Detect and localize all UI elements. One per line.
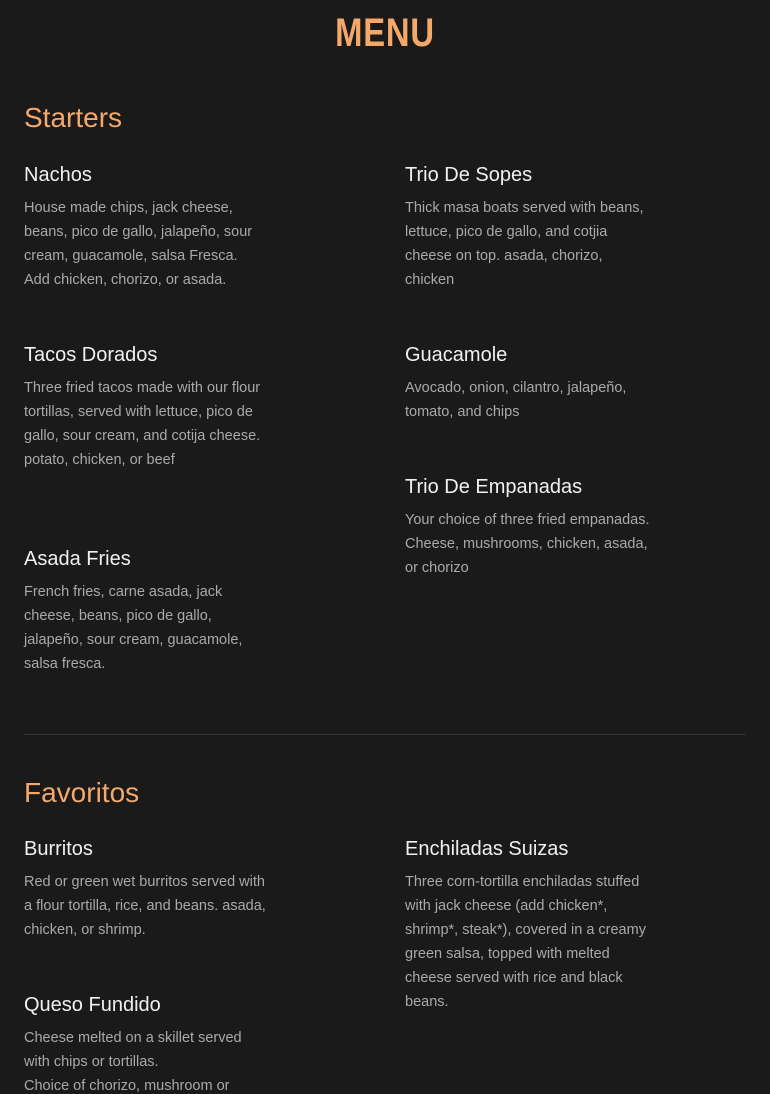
item-name: Trio De Empanadas xyxy=(405,476,583,498)
menu-item-queso-fundido xyxy=(24,992,270,1094)
item-name: Enchiladas Suizas xyxy=(405,838,569,860)
menu-item-trio-de-sopes xyxy=(405,162,651,292)
item-name: Asada Fries xyxy=(24,548,131,570)
item-name: Nachos xyxy=(24,164,92,186)
item-name: Guacamole xyxy=(405,344,508,366)
item-description: Cheese melted on a skillet served with chips or tortillas. Choice of chorizo, mushroom or xyxy=(24,1030,242,1094)
item-description: Avocado, onion, cilantro, jalapeño, tomato, and chips xyxy=(405,380,627,420)
item-description: Your choice of three fried empanadas. Cheese, mushrooms, chicken, asada, or chorizo xyxy=(405,512,650,576)
item-description: Three fried tacos made with our flour tortillas, served with lettuce, pico de gallo, sour cream, and cotija cheese. potato, chicken, or beef xyxy=(24,380,261,468)
item-description: Red or green wet burritos served with a flour tortilla, rice, and beans. asada, chicken, or shrimp. xyxy=(24,874,266,938)
item-name: Burritos xyxy=(24,838,93,860)
item-description: House made chips, jack cheese, beans, pico de gallo, jalapeño, sour cream, guacamole, salsa Fresca. Add chicken, chorizo, or asada. xyxy=(24,200,253,288)
menu-item-tacos-dorados xyxy=(24,342,270,472)
menu-item-asada-fries xyxy=(24,546,270,676)
menu-item-trio-de-empanadas xyxy=(405,474,651,580)
section-title-starters: Starters xyxy=(24,102,123,133)
section-title-favoritos: Favoritos xyxy=(24,777,140,808)
menu-item-enchiladas-suizas xyxy=(405,836,651,1014)
item-description: Thick masa boats served with beans, lettuce, pico de gallo, and cotjia cheese on top. asada, chorizo, chicken xyxy=(405,200,644,288)
item-description: Three corn-tortilla enchiladas stuffed with jack cheese (add chicken*, shrimp*, steak*), covered in a creamy green salsa, topped with melted cheese served with rice and black beans. xyxy=(405,874,646,1010)
item-name: Tacos Dorados xyxy=(24,344,158,366)
menu-item-guacamole xyxy=(405,342,651,424)
page-title: MENU xyxy=(335,11,435,55)
menu-item-nachos xyxy=(24,162,270,292)
section-divider xyxy=(24,734,746,735)
item-name: Queso Fundido xyxy=(24,994,161,1016)
item-name: Trio De Sopes xyxy=(405,164,533,186)
item-description: French fries, carne asada, jack cheese, beans, pico de gallo, jalapeño, sour cream, guacamole, salsa fresca. xyxy=(24,584,243,672)
menu-item-burritos xyxy=(24,836,270,942)
